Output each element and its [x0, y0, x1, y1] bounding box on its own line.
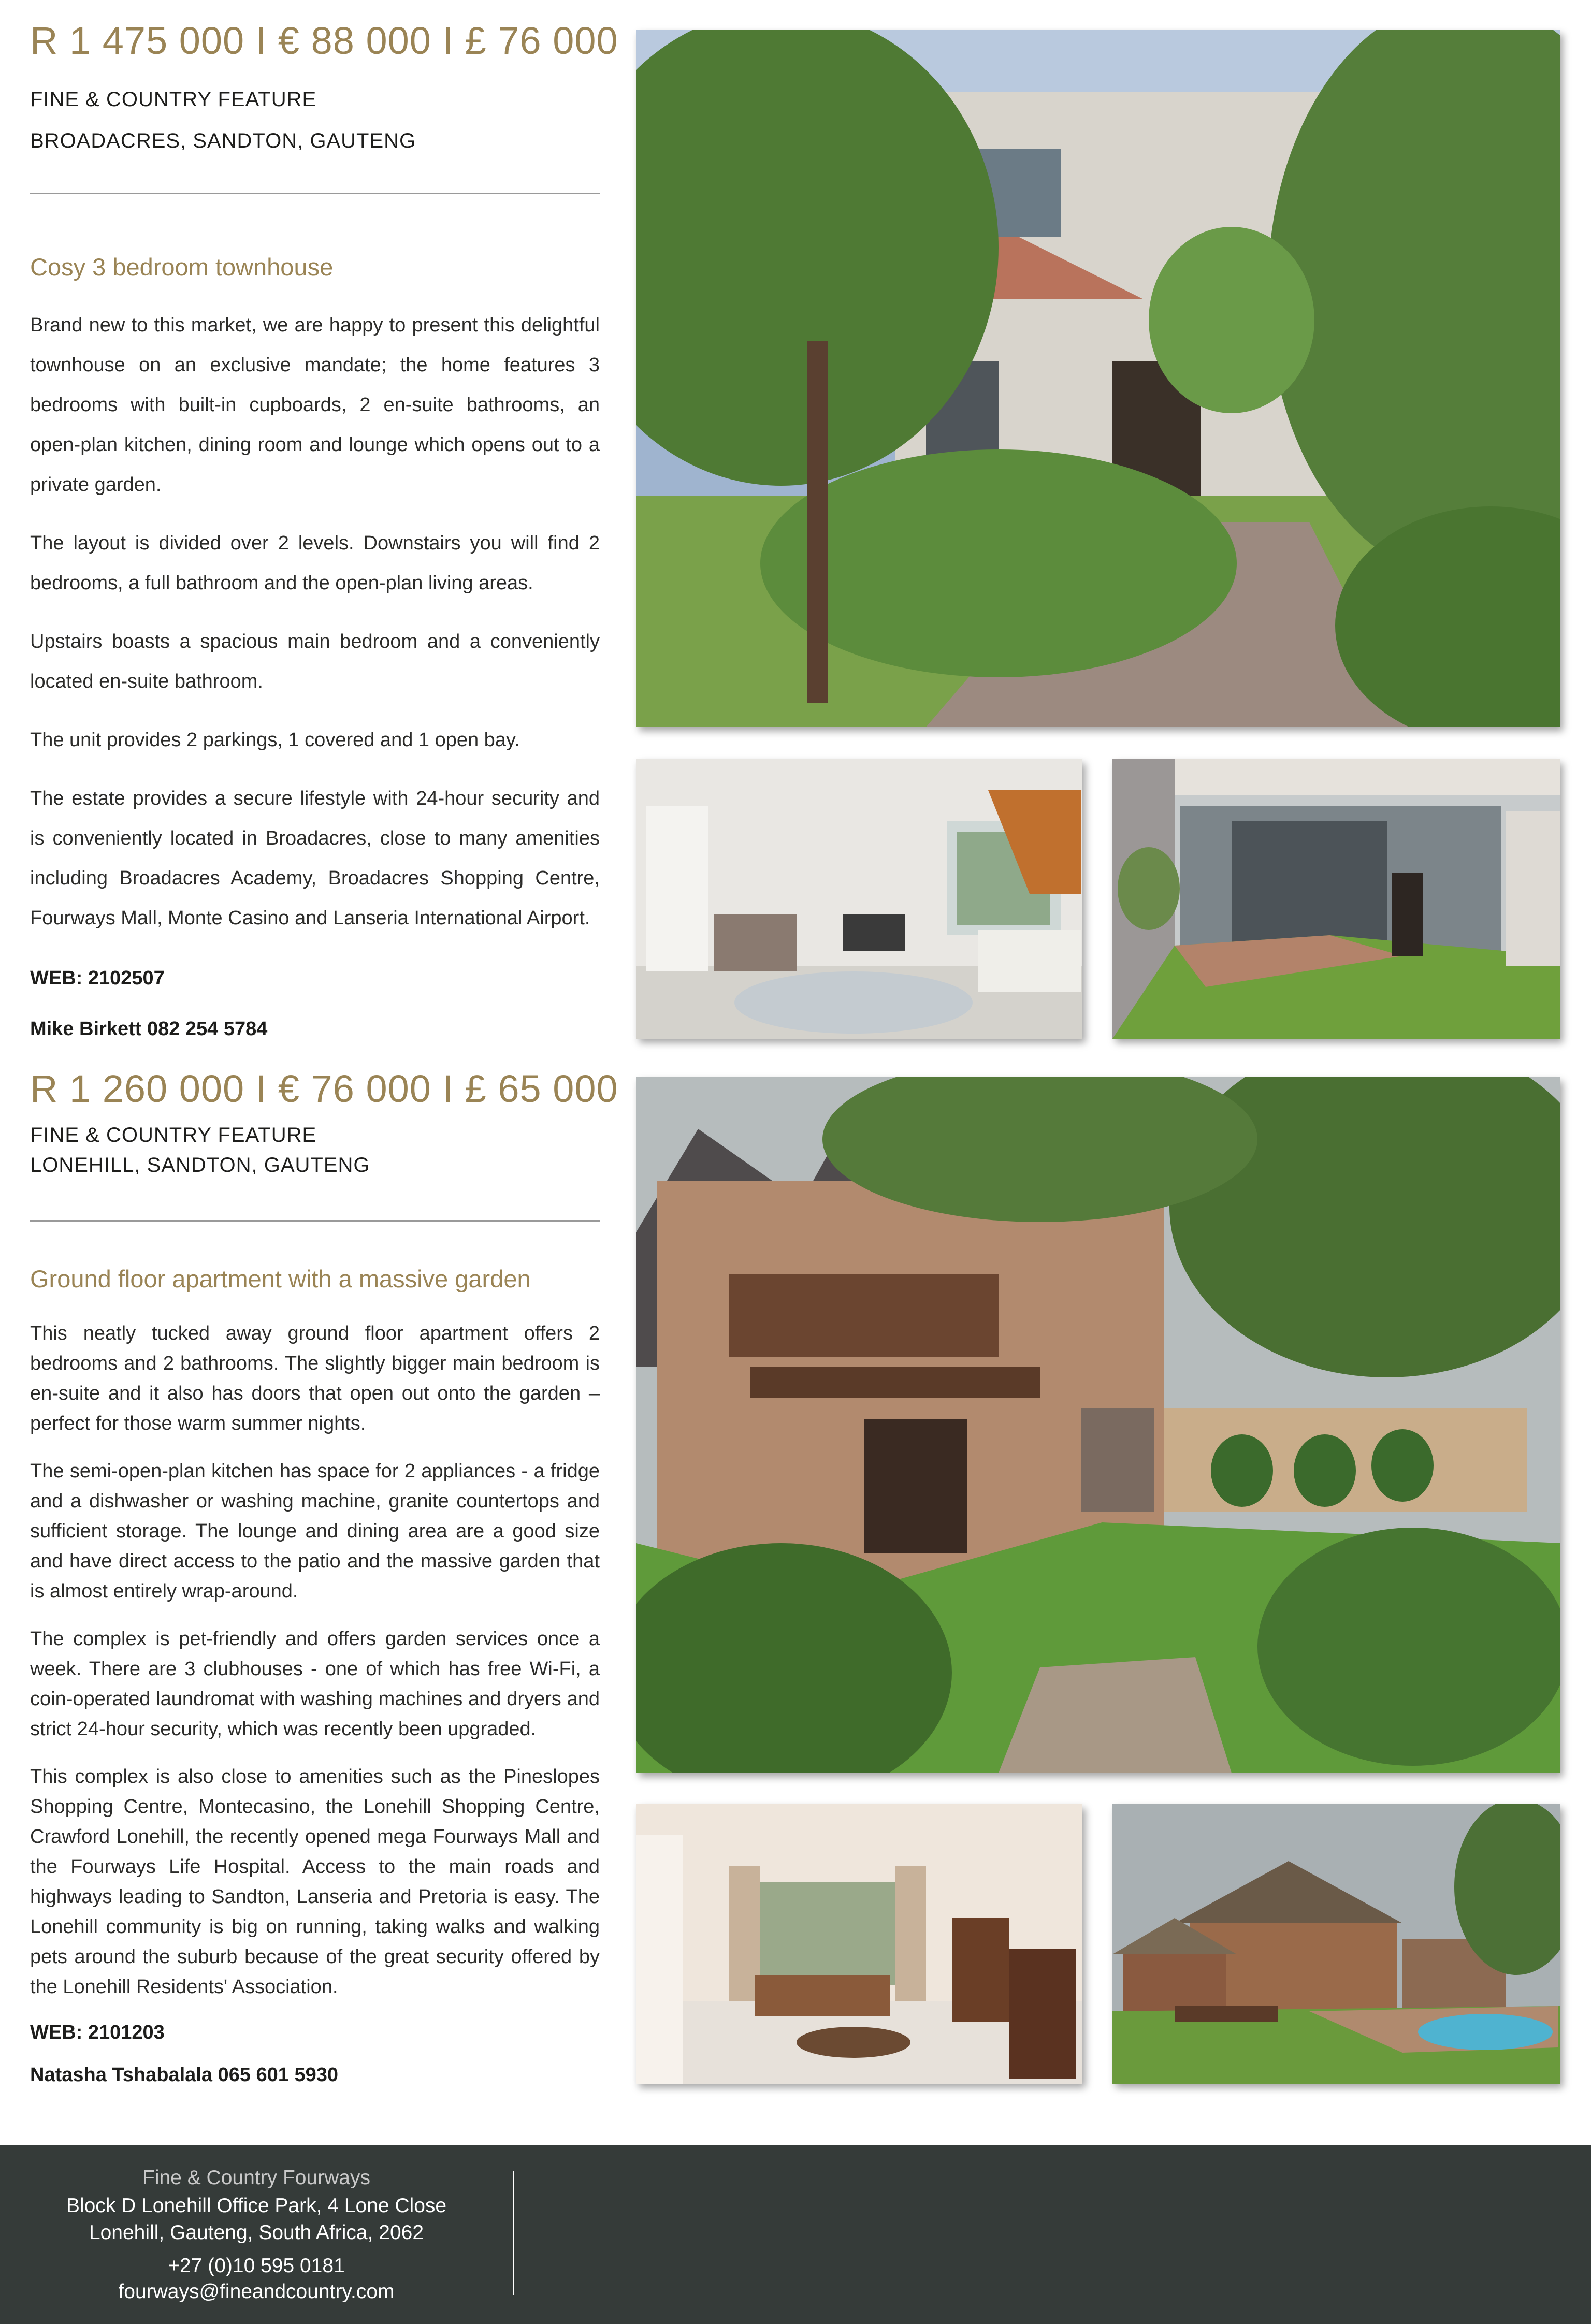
- description-paragraph: The estate provides a secure lifestyle with 24-hour security and is conveniently located in Broadacres, close to many amenities including Broadacres Academy, Broadacres Shopping Centre, Fourways Mall, Monte Casino and Lanseria International Airport.: [30, 788, 600, 929]
- photo-townhouse-living-room: [636, 759, 1082, 1039]
- photo-townhouse-patio: [1112, 759, 1560, 1039]
- office-phone: +27 (0)10 595 0181: [168, 2255, 345, 2277]
- listing-location: LONEHILL, SANDTON, GAUTENG: [30, 1154, 370, 1176]
- agent-contact: Mike Birkett 082 254 5784: [30, 1018, 268, 1040]
- listing-description: [30, 1318, 600, 2020]
- office-email-link[interactable]: fourways@fineandcountry.com: [118, 2281, 395, 2303]
- photo-townhouse-exterior: [636, 30, 1560, 727]
- divider-rule: [30, 1220, 600, 1222]
- description-paragraph: The complex is pet-friendly and offers garden services once a week. There are 3 clubhouses - one of which has free Wi-Fi, a coin-operated laundromat with washing machines and dryers and strict 24-hour security, which was recently been upgraded.: [30, 1628, 600, 1740]
- description-paragraph: This complex is also close to amenities such as the Pineslopes Shopping Centre, Montecasino, the Lonehill Shopping Centre, Crawford Lonehill, the recently opened mega Fourways Mall and the Fourways Life Hospital. Access to the main roads and highways leading to Sandton, Lanseria and Pretoria is easy. The Lonehill community is big on running, taking walks and walking pets around the suburb because of the great security offered by the Lonehill Residents' Association.: [30, 1766, 600, 1998]
- description-paragraph: This neatly tucked away ground floor apartment offers 2 bedrooms and 2 bathrooms. The slightly bigger main bedroom is en-suite and it also has doors that open out onto the garden – perfect for those warm summer nights.: [30, 1323, 600, 1434]
- listing-description: [30, 306, 600, 957]
- office-address-line1: Block D Lonehill Office Park, 4 Lone Close: [66, 2195, 447, 2217]
- photo-apartment-garden: [636, 1077, 1560, 1773]
- listing-title: Ground floor apartment with a massive garden: [30, 1265, 531, 1292]
- listing-lonehill: [0, 1046, 1591, 2123]
- listing-price: R 1 475 000 I € 88 000 I £ 76 000: [30, 19, 618, 62]
- office-footer: [0, 2145, 1591, 2324]
- description-paragraph: The unit provides 2 parkings, 1 covered and 1 open bay.: [30, 729, 520, 751]
- footer-divider: [513, 2171, 514, 2295]
- divider-rule: [30, 193, 600, 194]
- listing-location: BROADACRES, SANDTON, GAUTENG: [30, 129, 416, 152]
- photo-apartment-lounge: [636, 1804, 1082, 2084]
- listing-broadacres: [0, 0, 1591, 1046]
- description-paragraph: Brand new to this market, we are happy to present this delightful townhouse on an exclusive mandate; the home features 3 bedrooms with built-in cupboards, 2 en-suite bathrooms, an open-plan kitchen, dining room and lounge which opens out to a private garden.: [30, 314, 600, 496]
- feature-label: FINE & COUNTRY FEATURE: [30, 88, 317, 111]
- agent-contact: Natasha Tshabalala 065 601 5930: [30, 2064, 339, 2086]
- description-paragraph: The layout is divided over 2 levels. Downstairs you will find 2 bedrooms, a full bathroom and the open-plan living areas.: [30, 532, 600, 594]
- feature-label: FINE & COUNTRY FEATURE: [30, 1124, 317, 1146]
- web-reference: WEB: 2102507: [30, 967, 165, 989]
- description-paragraph: The semi-open-plan kitchen has space for 2 appliances - a fridge and a dishwasher or washing machine, granite countertops and sufficient storage. The lounge and dining area are a good size and have direct access to the patio and the massive garden that is almost entirely wrap-around.: [30, 1460, 600, 1602]
- office-name: Fine & Country Fourways: [142, 2167, 370, 2189]
- photo-complex-pool: [1112, 1804, 1560, 2084]
- listing-title: Cosy 3 bedroom townhouse: [30, 253, 334, 281]
- description-paragraph: Upstairs boasts a spacious main bedroom and a conveniently located en-suite bathroom.: [30, 631, 600, 692]
- office-address-line2: Lonehill, Gauteng, South Africa, 2062: [89, 2221, 424, 2244]
- web-reference: WEB: 2101203: [30, 2022, 165, 2043]
- listing-price: R 1 260 000 I € 76 000 I £ 65 000: [30, 1067, 618, 1110]
